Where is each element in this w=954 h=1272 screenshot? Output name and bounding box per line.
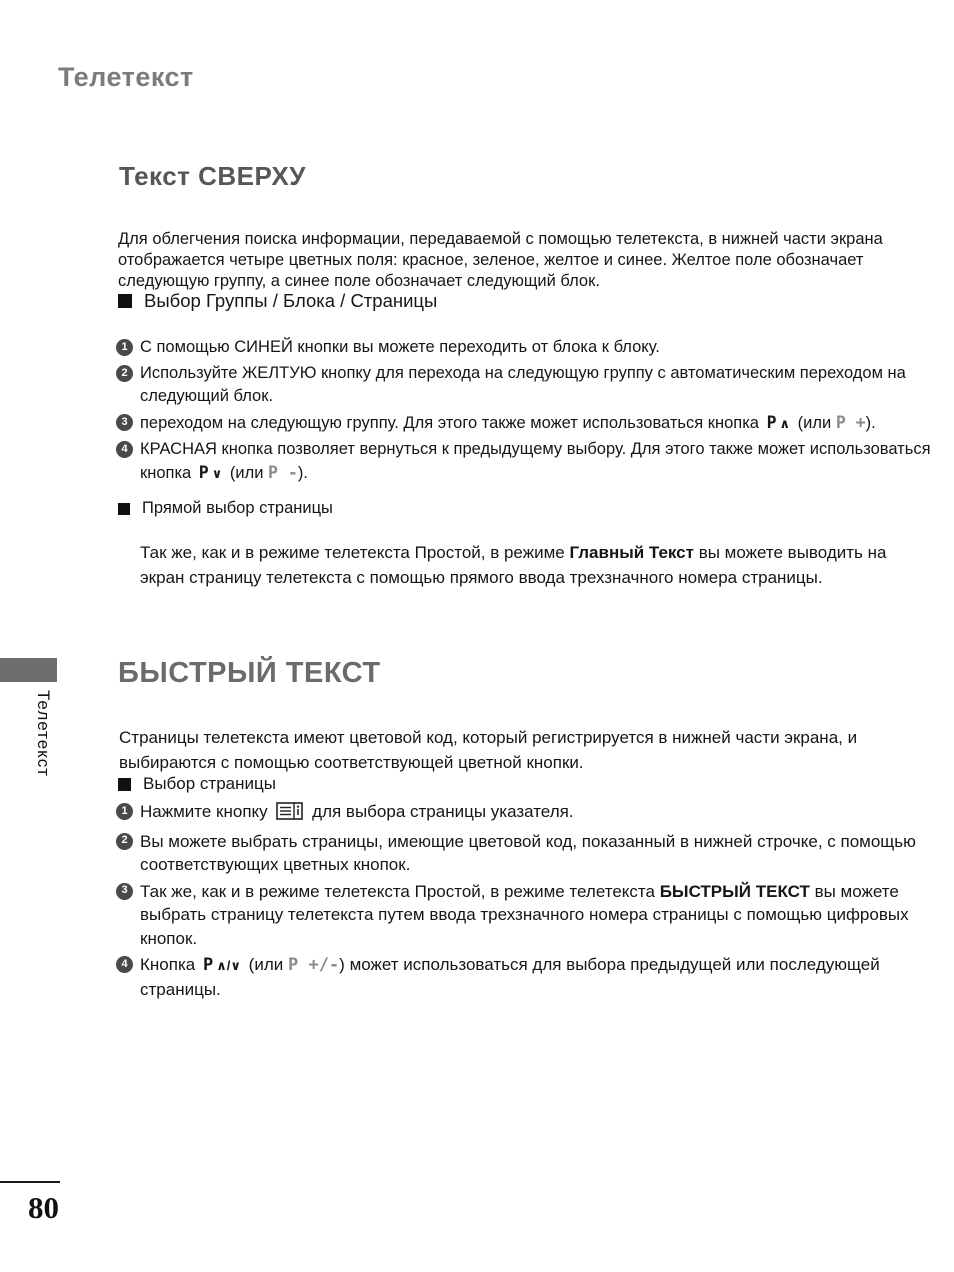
step-text-segment: может использоваться для выбора предыдущей или последующей страницы. — [140, 955, 880, 999]
footer-rule — [0, 1181, 60, 1183]
step-number-badge: 3 — [116, 414, 133, 431]
p-up-button-label: P — [766, 413, 777, 432]
chapter-side-label: Телетекст — [34, 690, 53, 778]
section-title-fast-text: БЫСТРЫЙ ТЕКСТ — [118, 657, 381, 690]
square-bullet-icon — [118, 294, 132, 308]
step-text-segment: Нажмите кнопку — [140, 802, 268, 821]
step-number-badge: 2 — [116, 365, 133, 382]
top-intro-paragraph: Для облегчения поиска информации, передаваемой с помощью телетекста, в нижней части экрана отображается четыре цветных поля: красное, зеленое, желтое и синее. Желтое поле обозначает следующую группу, а синее поле обозначает следующий блок. — [118, 229, 883, 290]
step-number-badge: 3 — [116, 883, 133, 900]
step-item-4 — [116, 438, 932, 485]
step-number-badge: 1 — [116, 339, 133, 356]
step-item-1 — [116, 336, 932, 359]
step-text-segment: переходом на следующую группу. Для этого также может использоваться кнопка — [140, 414, 759, 432]
paragraph-segment: Так же, как и в режиме телетекста Простой, в режиме — [140, 543, 565, 562]
step-text-segment: Так же, как и в режиме телетекста Простой, в режиме телетекста — [140, 881, 655, 901]
chapter-tab-marker — [0, 658, 57, 682]
section-title-top-text: Текст СВЕРХУ — [119, 161, 306, 192]
square-bullet-icon — [118, 778, 131, 791]
step-text: Используйте ЖЕЛТУЮ кнопку для перехода на следующую группу с автоматическим переходом на следующий блок. — [140, 364, 906, 405]
step-text — [140, 800, 574, 827]
step-text-segment: (или — [797, 414, 832, 432]
step-text-segment: вы можете выбрать страницу телетекста путем ввода трехзначного номера страницы с помощью цифровых кнопок. — [140, 881, 909, 948]
p-down-button-label: P — [198, 463, 209, 482]
p-minus-button-label: P - — [268, 463, 298, 482]
step-text-segment: (или — [248, 955, 284, 974]
step-item-2 — [116, 362, 932, 408]
step-item-3 — [116, 880, 932, 951]
step-item-3 — [116, 411, 932, 435]
step-text-segment: КРАСНАЯ кнопка позволяет вернуться к предыдущему выбору. Для этого также может использоваться кнопка — [140, 440, 931, 482]
step-text: С помощью СИНЕЙ кнопки вы можете переходить от блока к блоку. — [140, 338, 660, 356]
direct-page-select-heading-label: Прямой выбор страницы — [142, 499, 333, 517]
chevron-up-down-icon: ∧/∨ — [216, 958, 241, 973]
page-select-heading — [118, 774, 276, 794]
step-text-segment: ). — [297, 464, 308, 482]
step-number-badge: 1 — [116, 803, 133, 820]
step-text-segment: ) — [339, 955, 345, 974]
step-number-badge: 4 — [116, 956, 133, 973]
group-block-page-heading — [118, 290, 437, 312]
chapter-header: Телетекст — [58, 62, 194, 92]
step-text-segment: для выбора страницы указателя. — [312, 802, 574, 821]
group-block-page-heading-label: Выбор Группы / Блока / Страницы — [144, 290, 438, 311]
page-select-heading-label: Выбор страницы — [143, 774, 276, 793]
fast-intro-paragraph: Страницы телетекста имеют цветовой код, который регистрируется в нижней части экрана, и выбираются с помощью соответствующей цветной кнопки. — [119, 728, 858, 772]
step-text — [140, 411, 876, 435]
step-text — [140, 438, 932, 485]
direct-page-select-heading — [118, 499, 333, 518]
step-item-2 — [116, 830, 932, 877]
step-item-1 — [116, 800, 932, 827]
step-text: Вы можете выбрать страницы, имеющие цветовой код, показанный в нижней строчке, с помощью соответствующих цветных кнопок. — [140, 831, 916, 874]
p-up-down-button-label: P — [202, 955, 214, 975]
fast-steps-list — [116, 800, 932, 1004]
main-text-mode-label: Главный Текст — [569, 543, 694, 562]
p-plus-button-label: P + — [835, 413, 866, 432]
step-text-segment: (или — [229, 464, 264, 482]
index-button-icon — [276, 802, 303, 827]
direct-page-paragraph — [140, 540, 912, 590]
step-text — [140, 880, 932, 951]
step-number-badge: 2 — [116, 833, 133, 850]
square-bullet-icon — [118, 503, 130, 515]
chevron-down-icon: ∨ — [211, 466, 223, 481]
paragraph-segment: вы можете выводить на экран страницу телетекста с помощью прямого ввода трехзначного номера страницы. — [140, 543, 887, 587]
step-text — [140, 953, 932, 1001]
chevron-up-icon: ∧ — [779, 416, 791, 431]
step-text-segment: Кнопка — [140, 955, 196, 974]
page-number: 80 — [28, 1190, 59, 1225]
step-item-4 — [116, 953, 932, 1001]
step-text-segment: ). — [865, 414, 876, 432]
p-plus-minus-button-label: P +/- — [287, 955, 340, 975]
fast-text-mode-label: БЫСТРЫЙ ТЕКСТ — [659, 881, 810, 901]
top-steps-list — [116, 336, 932, 488]
step-number-badge: 4 — [116, 441, 133, 458]
